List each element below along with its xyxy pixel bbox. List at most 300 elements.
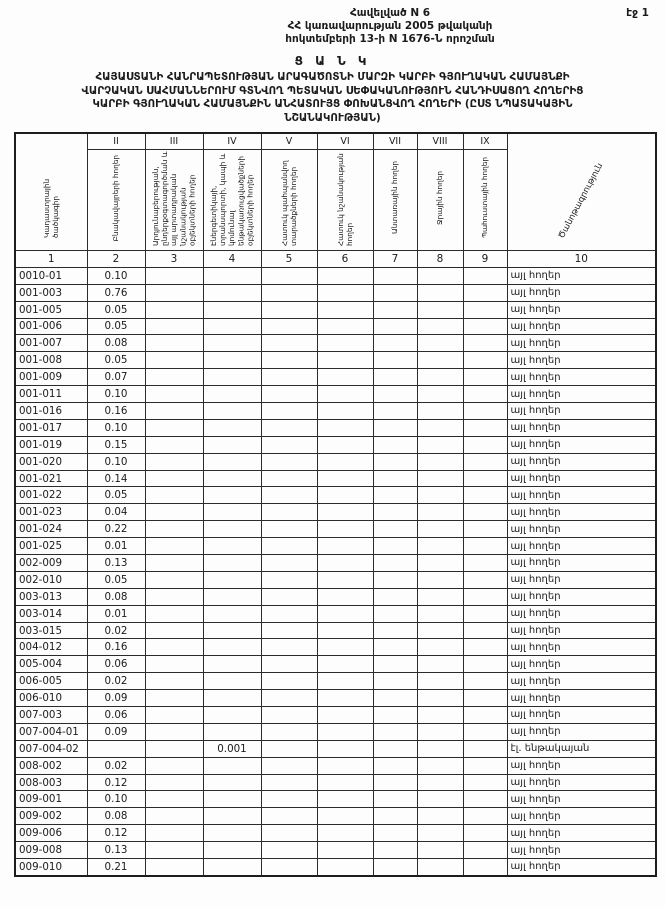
- header-special-purpose-lands-label: Հատուկ նշանակության հողեր: [335, 153, 354, 246]
- area-value-cell-col2: 0.22: [87, 521, 145, 538]
- area-value-cell-col3: [145, 318, 203, 335]
- area-value-cell-col3: [145, 487, 203, 504]
- area-value-cell-col2: 0.01: [87, 605, 145, 622]
- title-heading: Ց Ա Ն Կ: [294, 54, 371, 69]
- area-value-cell-col4: [203, 555, 261, 572]
- area-value-cell-col8: [417, 487, 463, 504]
- area-value-cell-col7: [373, 301, 417, 318]
- header-water-lands: [417, 149, 463, 250]
- area-value-cell-col8: [417, 335, 463, 352]
- area-value-cell-col2: 0.14: [87, 470, 145, 487]
- area-value-cell-col8: [417, 825, 463, 842]
- area-value-cell-col6: [317, 453, 373, 470]
- table-header: [15, 133, 656, 268]
- note-cell: այլ հողեր: [507, 470, 656, 487]
- cadastral-code-cell: 009-002: [15, 808, 87, 825]
- area-value-cell-col7: [373, 673, 417, 690]
- area-value-cell-col8: [417, 436, 463, 453]
- note-cell: այլ հողեր: [507, 538, 656, 555]
- table-row: [15, 774, 656, 791]
- area-value-cell-col5: [261, 859, 317, 876]
- area-value-cell-col7: [373, 386, 417, 403]
- area-value-cell-col5: [261, 723, 317, 740]
- area-value-cell-col9: [463, 707, 507, 724]
- area-value-cell-col8: [417, 284, 463, 301]
- table-row: [15, 318, 656, 335]
- area-value-cell-col9: [463, 605, 507, 622]
- area-value-cell-col7: [373, 723, 417, 740]
- area-value-cell-col4: [203, 521, 261, 538]
- table-row: [15, 808, 656, 825]
- cadastral-code-cell: 001-005: [15, 301, 87, 318]
- area-value-cell-col5: [261, 639, 317, 656]
- area-value-cell-col8: [417, 605, 463, 622]
- note-cell: այլ հողեր: [507, 419, 656, 436]
- area-value-cell-col9: [463, 757, 507, 774]
- area-value-cell-col6: [317, 470, 373, 487]
- area-value-cell-col4: [203, 301, 261, 318]
- header-settlement-lands-label: Բնակավայրերի հողեր: [111, 154, 121, 242]
- area-value-cell-col2: 0.07: [87, 369, 145, 386]
- area-value-cell-col9: [463, 318, 507, 335]
- note-cell: այլ հողեր: [507, 622, 656, 639]
- cadastral-code-cell: 001-007: [15, 335, 87, 352]
- area-value-cell-col5: [261, 521, 317, 538]
- area-value-cell-col6: [317, 386, 373, 403]
- area-value-cell-col9: [463, 740, 507, 757]
- table-row: [15, 555, 656, 572]
- area-value-cell-col2: 0.02: [87, 673, 145, 690]
- note-cell: այլ հողեր: [507, 656, 656, 673]
- area-value-cell-col2: 0.08: [87, 588, 145, 605]
- table-row: [15, 791, 656, 808]
- area-value-cell-col4: [203, 656, 261, 673]
- area-value-cell-col6: [317, 842, 373, 859]
- area-value-cell-col3: [145, 369, 203, 386]
- area-value-cell-col6: [317, 318, 373, 335]
- area-value-cell-col7: [373, 335, 417, 352]
- area-value-cell-col6: [317, 639, 373, 656]
- table-row: [15, 284, 656, 301]
- area-value-cell-col3: [145, 403, 203, 420]
- area-value-cell-col4: [203, 335, 261, 352]
- area-value-cell-col7: [373, 369, 417, 386]
- note-cell: այլ հողեր: [507, 842, 656, 859]
- colnum-1: 1: [15, 250, 87, 267]
- area-value-cell-col3: [145, 842, 203, 859]
- area-value-cell-col5: [261, 673, 317, 690]
- area-value-cell-col7: [373, 808, 417, 825]
- roman-VII: VII: [373, 133, 417, 150]
- area-value-cell-col8: [417, 690, 463, 707]
- area-value-cell-col7: [373, 521, 417, 538]
- area-value-cell-col3: [145, 453, 203, 470]
- cadastral-code-cell: 0010-01: [15, 267, 87, 284]
- area-value-cell-col3: [145, 825, 203, 842]
- area-value-cell-col8: [417, 588, 463, 605]
- area-value-cell-col7: [373, 318, 417, 335]
- note-cell: այլ հողեր: [507, 318, 656, 335]
- table-row: [15, 487, 656, 504]
- area-value-cell-col9: [463, 487, 507, 504]
- roman-VI: VI: [317, 133, 373, 150]
- table-body: [15, 267, 656, 876]
- area-value-cell-col2: 0.12: [87, 825, 145, 842]
- area-value-cell-col9: [463, 656, 507, 673]
- area-value-cell-col6: [317, 605, 373, 622]
- note-cell: այլ հողեր: [507, 284, 656, 301]
- header-note-label: Ծանոթագրություն: [557, 161, 606, 241]
- table-row: [15, 723, 656, 740]
- area-value-cell-col4: [203, 842, 261, 859]
- area-value-cell-col2: 0.01: [87, 538, 145, 555]
- note-cell: այլ հողեր: [507, 369, 656, 386]
- note-cell: այլ հողեր: [507, 436, 656, 453]
- roman-numeral-row: [15, 133, 656, 150]
- area-value-cell-col6: [317, 521, 373, 538]
- area-value-cell-col7: [373, 453, 417, 470]
- area-value-cell-col2: 0.06: [87, 707, 145, 724]
- area-value-cell-col2: 0.05: [87, 487, 145, 504]
- header-infrastructure-lands-label: Էներգետիկայի, տրանսպորտի, կապի և կոմունալ ենթակառուցվածքների օբյեկտների հողեր: [209, 153, 255, 246]
- area-value-cell-col2: 0.10: [87, 386, 145, 403]
- area-value-cell-col9: [463, 808, 507, 825]
- header-industrial-lands-label: Արդյունաբերության, ընդերքօգտագործման և այլ արտադրական նշանակության օբյեկտների հողեր: [151, 151, 197, 246]
- area-value-cell-col3: [145, 673, 203, 690]
- area-value-cell-col5: [261, 453, 317, 470]
- area-value-cell-col7: [373, 284, 417, 301]
- area-value-cell-col3: [145, 419, 203, 436]
- area-value-cell-col2: 0.76: [87, 284, 145, 301]
- colnum-5: 5: [261, 250, 317, 267]
- area-value-cell-col8: [417, 757, 463, 774]
- area-value-cell-col5: [261, 318, 317, 335]
- area-value-cell-col5: [261, 622, 317, 639]
- table-row: [15, 656, 656, 673]
- table-row: [15, 690, 656, 707]
- note-cell: այլ հողեր: [507, 504, 656, 521]
- area-value-cell-col8: [417, 470, 463, 487]
- area-value-cell-col4: [203, 470, 261, 487]
- area-value-cell-col6: [317, 436, 373, 453]
- colnum-8: 8: [417, 250, 463, 267]
- area-value-cell-col4: [203, 352, 261, 369]
- cadastral-code-cell: 001-011: [15, 386, 87, 403]
- area-value-cell-col3: [145, 656, 203, 673]
- area-value-cell-col4: [203, 588, 261, 605]
- area-value-cell-col5: [261, 335, 317, 352]
- area-value-cell-col3: [145, 386, 203, 403]
- area-value-cell-col9: [463, 521, 507, 538]
- note-cell: այլ հողեր: [507, 386, 656, 403]
- cadastral-code-cell: 001-017: [15, 419, 87, 436]
- cadastral-code-cell: 001-021: [15, 470, 87, 487]
- area-value-cell-col9: [463, 470, 507, 487]
- area-value-cell-col4: [203, 707, 261, 724]
- table-row: [15, 673, 656, 690]
- area-value-cell-col3: [145, 622, 203, 639]
- title-line-2: ՎԱՐՉԱԿԱՆ ՍԱՀՄԱՆՆԵՐՈՒՄ ԳՏՆՎՈՂ ՊԵՏԱԿԱՆ ՍԵՓԱԿԱՆՈՒԹՅՈՒՆ ՀԱՆԴԻՍԱՑՈՂ ՀՈՂԵՐԻՑ: [81, 84, 584, 97]
- area-value-cell-col7: [373, 707, 417, 724]
- area-value-cell-col4: [203, 723, 261, 740]
- area-value-cell-col5: [261, 301, 317, 318]
- area-value-cell-col8: [417, 267, 463, 284]
- header-reserve-lands-label: Պահուստային հողեր: [480, 157, 490, 239]
- header-water-lands-label: Ջրային հողեր: [435, 170, 445, 225]
- table-row: [15, 842, 656, 859]
- table-row: [15, 622, 656, 639]
- table-row: [15, 453, 656, 470]
- area-value-cell-col9: [463, 352, 507, 369]
- area-value-cell-col9: [463, 673, 507, 690]
- area-value-cell-col5: [261, 707, 317, 724]
- table-row: [15, 419, 656, 436]
- area-value-cell-col8: [417, 419, 463, 436]
- appendix-line2: հոկտեմբերի 13-ի N 1676-Ն որոշման: [285, 33, 495, 46]
- area-value-cell-col4: [203, 386, 261, 403]
- roman-IX: IX: [463, 133, 507, 150]
- page-number-label: էջ 1: [626, 7, 649, 19]
- area-value-cell-col7: [373, 825, 417, 842]
- cadastral-code-cell: 007-003: [15, 707, 87, 724]
- area-value-cell-col3: [145, 859, 203, 876]
- table-row: [15, 436, 656, 453]
- area-value-cell-col2: 0.05: [87, 352, 145, 369]
- area-value-cell-col9: [463, 774, 507, 791]
- header-settlement-lands: [87, 149, 145, 250]
- area-value-cell-col8: [417, 369, 463, 386]
- area-value-cell-col2: 0.13: [87, 555, 145, 572]
- note-cell: այլ հողեր: [507, 571, 656, 588]
- area-value-cell-col5: [261, 403, 317, 420]
- area-value-cell-col4: [203, 436, 261, 453]
- table-row: [15, 757, 656, 774]
- area-value-cell-col9: [463, 369, 507, 386]
- area-value-cell-col2: 0.05: [87, 301, 145, 318]
- roman-V: V: [261, 133, 317, 150]
- area-value-cell-col8: [417, 842, 463, 859]
- area-value-cell-col4: [203, 690, 261, 707]
- area-value-cell-col5: [261, 605, 317, 622]
- area-value-cell-col7: [373, 774, 417, 791]
- area-value-cell-col2: 0.05: [87, 318, 145, 335]
- area-value-cell-col4: [203, 825, 261, 842]
- cadastral-code-cell: 001-025: [15, 538, 87, 555]
- note-cell: այլ հողեր: [507, 808, 656, 825]
- area-value-cell-col6: [317, 740, 373, 757]
- note-cell: այլ հողեր: [507, 453, 656, 470]
- column-number-row: [15, 250, 656, 267]
- area-value-cell-col4: [203, 419, 261, 436]
- area-value-cell-col4: [203, 673, 261, 690]
- area-value-cell-col8: [417, 707, 463, 724]
- area-value-cell-col6: [317, 504, 373, 521]
- note-cell: այլ հողեր: [507, 301, 656, 318]
- area-value-cell-col3: [145, 436, 203, 453]
- area-value-cell-col9: [463, 622, 507, 639]
- area-value-cell-col2: 0.08: [87, 335, 145, 352]
- note-cell: այլ հողեր: [507, 690, 656, 707]
- area-value-cell-col7: [373, 470, 417, 487]
- note-cell: այլ հողեր: [507, 267, 656, 284]
- area-value-cell-col8: [417, 453, 463, 470]
- cadastral-code-cell: 001-016: [15, 403, 87, 420]
- note-cell: այլ հողեր: [507, 639, 656, 656]
- area-value-cell-col6: [317, 707, 373, 724]
- area-value-cell-col5: [261, 690, 317, 707]
- cadastral-code-cell: 007-004-02: [15, 740, 87, 757]
- title-line-4: ՆՇԱՆԱԿՈՒԹՅԱՆ): [284, 111, 381, 124]
- area-value-cell-col4: [203, 622, 261, 639]
- cadastral-code-cell: 009-008: [15, 842, 87, 859]
- area-value-cell-col5: [261, 352, 317, 369]
- area-value-cell-col9: [463, 538, 507, 555]
- area-value-cell-col3: [145, 723, 203, 740]
- cadastral-code-cell: 006-005: [15, 673, 87, 690]
- area-value-cell-col9: [463, 571, 507, 588]
- land-parcels-table: [14, 132, 657, 877]
- area-value-cell-col7: [373, 639, 417, 656]
- cadastral-code-cell: 008-003: [15, 774, 87, 791]
- area-value-cell-col3: [145, 521, 203, 538]
- area-value-cell-col6: [317, 825, 373, 842]
- area-value-cell-col5: [261, 470, 317, 487]
- cadastral-code-cell: 009-010: [15, 859, 87, 876]
- area-value-cell-col4: [203, 639, 261, 656]
- header-reserve-lands: [463, 149, 507, 250]
- area-value-cell-col6: [317, 487, 373, 504]
- cadastral-code-cell: 005-004: [15, 656, 87, 673]
- note-cell: այլ հողեր: [507, 352, 656, 369]
- area-value-cell-col2: 0.05: [87, 571, 145, 588]
- area-value-cell-col8: [417, 555, 463, 572]
- area-value-cell-col8: [417, 859, 463, 876]
- cadastral-code-cell: 002-009: [15, 555, 87, 572]
- area-value-cell-col7: [373, 842, 417, 859]
- note-cell: այլ հողեր: [507, 859, 656, 876]
- area-value-cell-col5: [261, 284, 317, 301]
- area-value-cell-col2: 0.02: [87, 622, 145, 639]
- area-value-cell-col5: [261, 774, 317, 791]
- colnum-7: 7: [373, 250, 417, 267]
- note-cell: այլ հողեր: [507, 335, 656, 352]
- area-value-cell-col7: [373, 403, 417, 420]
- area-value-cell-col6: [317, 622, 373, 639]
- cadastral-code-cell: 007-004-01: [15, 723, 87, 740]
- area-value-cell-col9: [463, 301, 507, 318]
- area-value-cell-col3: [145, 538, 203, 555]
- colnum-10: 10: [507, 250, 656, 267]
- cadastral-code-cell: 004-012: [15, 639, 87, 656]
- note-cell: այլ հողեր: [507, 588, 656, 605]
- cadastral-code-cell: 003-014: [15, 605, 87, 622]
- area-value-cell-col7: [373, 352, 417, 369]
- area-value-cell-col9: [463, 690, 507, 707]
- cadastral-code-cell: 001-024: [15, 521, 87, 538]
- area-value-cell-col8: [417, 791, 463, 808]
- area-value-cell-col8: [417, 504, 463, 521]
- area-value-cell-col8: [417, 673, 463, 690]
- table-row: [15, 369, 656, 386]
- area-value-cell-col6: [317, 571, 373, 588]
- area-value-cell-col6: [317, 403, 373, 420]
- area-value-cell-col4: [203, 791, 261, 808]
- cadastral-code-cell: 001-019: [15, 436, 87, 453]
- area-value-cell-col2: 0.09: [87, 690, 145, 707]
- table-row: [15, 605, 656, 622]
- roman-III: III: [145, 133, 203, 150]
- area-value-cell-col8: [417, 808, 463, 825]
- area-value-cell-col9: [463, 436, 507, 453]
- table-row: [15, 588, 656, 605]
- area-value-cell-col4: [203, 318, 261, 335]
- area-value-cell-col3: [145, 690, 203, 707]
- table-row: [15, 707, 656, 724]
- area-value-cell-col2: 0.16: [87, 639, 145, 656]
- area-value-cell-col8: [417, 403, 463, 420]
- header-protected-lands-label: Հատուկ պահպանվող տարածքների հողեր: [279, 160, 298, 246]
- area-value-cell-col7: [373, 791, 417, 808]
- table-row: [15, 825, 656, 842]
- cadastral-code-cell: 001-006: [15, 318, 87, 335]
- area-value-cell-col9: [463, 335, 507, 352]
- area-value-cell-col7: [373, 622, 417, 639]
- area-value-cell-col7: [373, 436, 417, 453]
- area-value-cell-col7: [373, 740, 417, 757]
- note-cell: այլ հողեր: [507, 757, 656, 774]
- note-cell: այլ հողեր: [507, 673, 656, 690]
- area-value-cell-col6: [317, 284, 373, 301]
- area-value-cell-col2: 0.13: [87, 842, 145, 859]
- colnum-2: 2: [87, 250, 145, 267]
- header-forest-lands-label: Անտառային հողեր: [390, 161, 400, 235]
- header-cadastral-code: [15, 133, 87, 251]
- area-value-cell-col4: [203, 605, 261, 622]
- table-row: [15, 335, 656, 352]
- area-value-cell-col3: [145, 639, 203, 656]
- area-value-cell-col5: [261, 555, 317, 572]
- area-value-cell-col2: 0.16: [87, 403, 145, 420]
- area-value-cell-col6: [317, 419, 373, 436]
- area-value-cell-col6: [317, 538, 373, 555]
- header-protected-lands: [261, 149, 317, 250]
- area-value-cell-col9: [463, 842, 507, 859]
- area-value-cell-col5: [261, 571, 317, 588]
- area-value-cell-col3: [145, 808, 203, 825]
- area-value-cell-col6: [317, 791, 373, 808]
- table-row: [15, 386, 656, 403]
- table-row: [15, 267, 656, 284]
- area-value-cell-col2: 0.21: [87, 859, 145, 876]
- area-value-cell-col8: [417, 740, 463, 757]
- area-value-cell-col5: [261, 825, 317, 842]
- area-value-cell-col4: 0.001: [203, 740, 261, 757]
- cadastral-code-cell: 002-010: [15, 571, 87, 588]
- area-value-cell-col5: [261, 267, 317, 284]
- area-value-cell-col4: [203, 757, 261, 774]
- area-value-cell-col4: [203, 403, 261, 420]
- area-value-cell-col7: [373, 571, 417, 588]
- cadastral-code-cell: 006-010: [15, 690, 87, 707]
- area-value-cell-col6: [317, 690, 373, 707]
- area-value-cell-col9: [463, 419, 507, 436]
- area-value-cell-col2: 0.10: [87, 791, 145, 808]
- appendix-title: Հավելված N 6: [349, 7, 431, 19]
- area-value-cell-col9: [463, 504, 507, 521]
- area-value-cell-col6: [317, 335, 373, 352]
- area-value-cell-col3: [145, 555, 203, 572]
- area-value-cell-col4: [203, 453, 261, 470]
